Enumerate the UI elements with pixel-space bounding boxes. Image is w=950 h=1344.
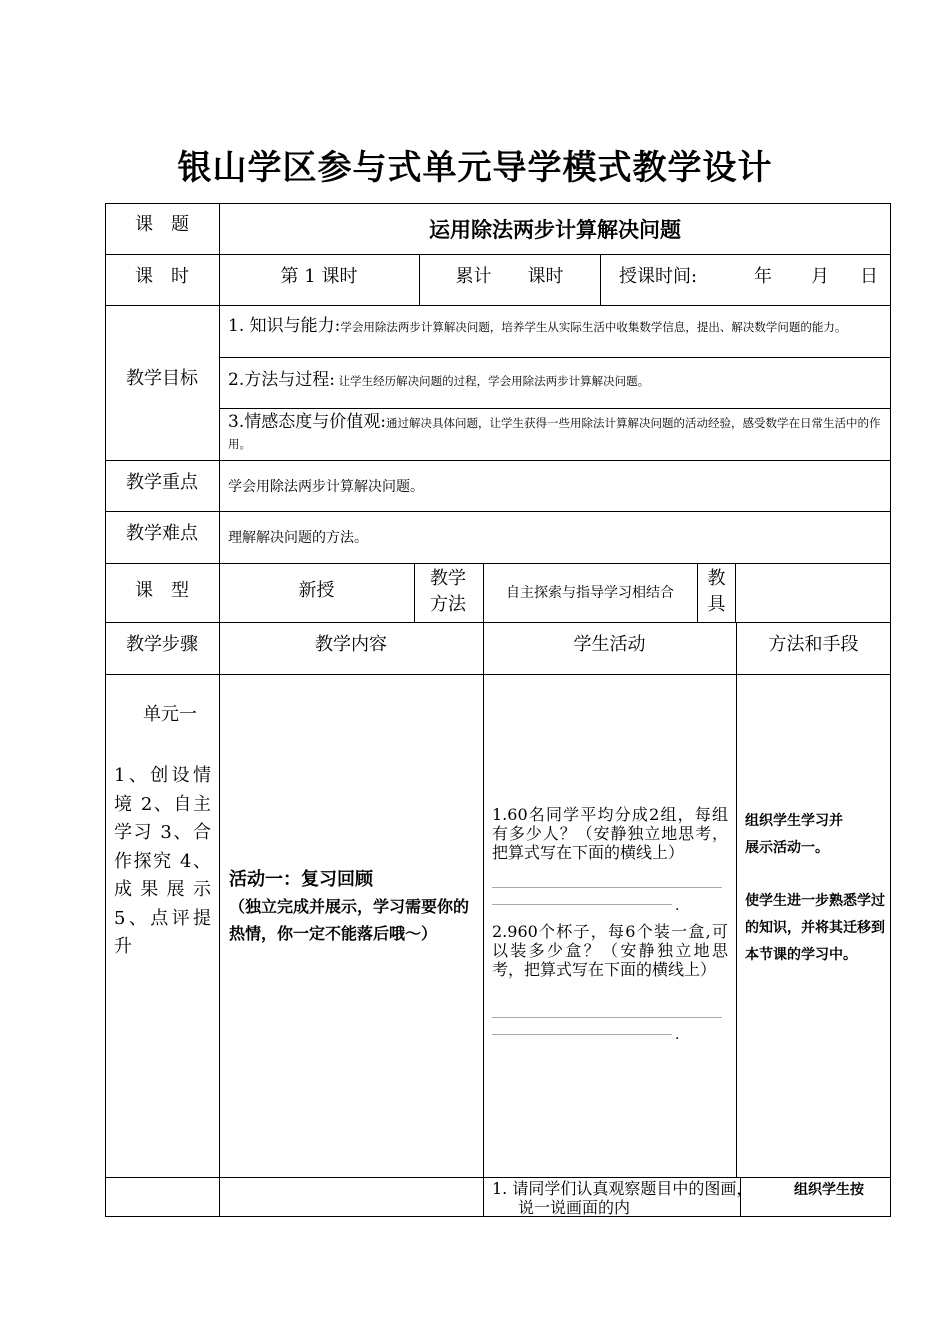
activity-title: 活动一：复习回顾: [229, 869, 373, 890]
year-label: 年: [754, 266, 772, 287]
goal-knowledge: [228, 316, 884, 336]
activity-note: （独立完成并展示，学习需要你的热情，你一定不能落后哦～）: [229, 897, 470, 943]
question-two: 2.960个杯子，每6个装一盒,可以装多少盒？（安静独立地思考，把算式写在下面的横线上）: [492, 922, 728, 979]
document-title: 银山学区参与式单元导学模式教学设计: [177, 148, 773, 188]
lesson-type-label: 课 型: [135, 580, 189, 601]
answer-line-1-period: .: [675, 898, 680, 914]
key-point-value: 学会用除法两步计算解决问题。: [228, 479, 424, 495]
unit-two-means: 组织学生按: [794, 1182, 864, 1198]
lesson-number: 第 1 课时: [280, 266, 358, 287]
key-point-label: 教学重点: [126, 472, 198, 493]
header-student-activity: 学生活动: [573, 634, 646, 655]
goal-method: [228, 369, 884, 391]
teaching-time-label: 授课时间:: [619, 266, 698, 287]
goals-label: 教学目标: [126, 368, 198, 389]
goal-method-text: 让学生经历解决问题的过程，学会用除法两步计算解决问题。: [334, 374, 650, 388]
cumulative-periods: 累计 课时: [455, 266, 564, 287]
header-means: 方法和手段: [768, 634, 859, 655]
answer-line-2-period: .: [675, 1027, 680, 1043]
day-label: 日: [860, 266, 878, 287]
method-label: 教学方法: [430, 568, 466, 615]
difficulty-value: 理解解决问题的方法。: [228, 530, 368, 546]
answer-line-2b[interactable]: [492, 1034, 672, 1035]
month-label: 月: [811, 266, 829, 287]
unit-two-student-activity: 1. 请同学们认真观察题目中的图画，说一说画面的内: [492, 1179, 753, 1216]
answer-line-1b[interactable]: [492, 904, 672, 905]
goal-knowledge-text: 学会用除法两步计算解决问题，培养学生从实际生活中收集数学信息，提出、解决数学问题的能力。: [340, 320, 847, 334]
answer-line-1a[interactable]: [492, 887, 722, 888]
topic-value: 运用除法两步计算解决问题: [429, 218, 681, 242]
goal-method-heading: 2.方法与过程:: [228, 370, 335, 390]
unit-one-steps: 1、创设情境 2、自主学习 3、合作探究 4、成果展示 5、点评提升: [114, 765, 211, 957]
teaching-aids-label: 教具: [707, 568, 726, 615]
header-content: 教学内容: [315, 634, 387, 655]
means-purpose: 使学生进一步熟悉学过的知识，并将其迁移到本节课的学习中。: [745, 893, 885, 963]
goal-attitude-text: 通过解决具体问题，让学生获得一些用除法计算解决问题的活动经验，感受数学在日常生活中的作用。: [228, 416, 881, 451]
question-one: 1.60名同学平均分成2组，每组有多少人？（安静独立地思考，把算式写在下面的横线上）: [492, 805, 728, 862]
goal-attitude-heading: 3.情感态度与价值观:: [228, 412, 386, 432]
difficulty-label: 教学难点: [126, 523, 198, 544]
topic-label: 课 题: [135, 214, 189, 235]
means-organize: 组织学生学习并展示活动一。: [745, 813, 843, 856]
goal-attitude: [228, 412, 884, 454]
method-value: 自主探索与指导学习相结合: [506, 585, 674, 601]
header-steps: 教学步骤: [126, 634, 198, 655]
unit-one-label: 单元一: [143, 704, 197, 725]
answer-line-2a[interactable]: [492, 1017, 722, 1018]
goal-knowledge-heading: 1. 知识与能力:: [228, 316, 341, 336]
period-label: 课 时: [135, 266, 189, 287]
lesson-type-value: 新授: [298, 580, 335, 601]
